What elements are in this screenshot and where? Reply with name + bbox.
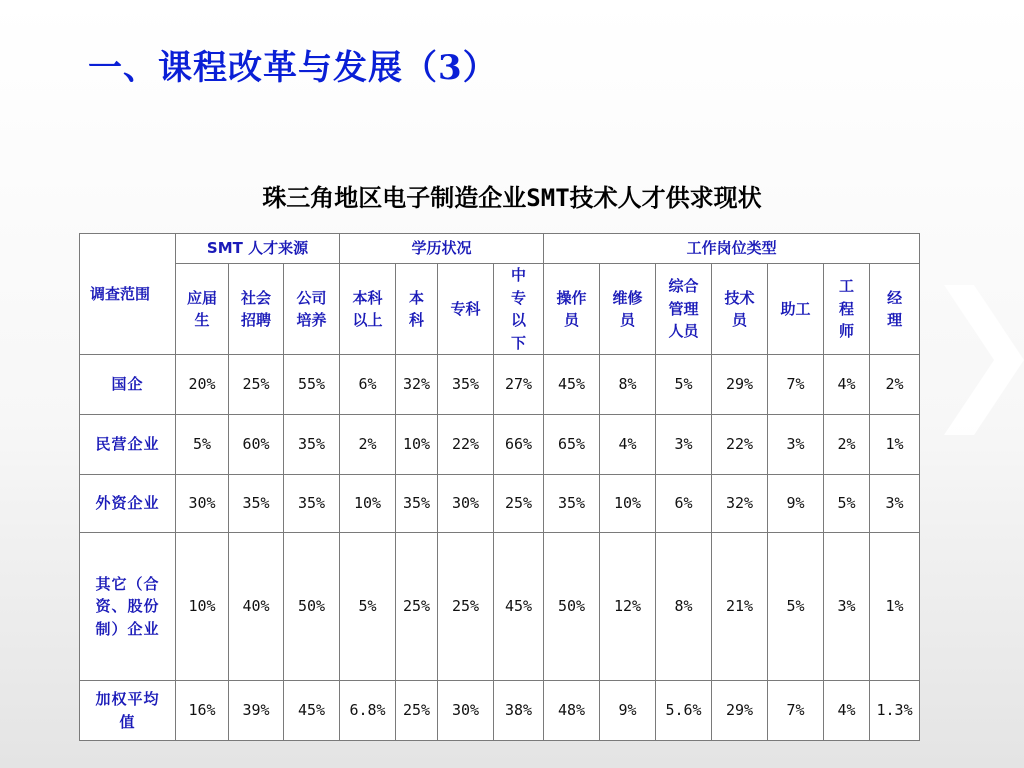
group-header-education: 学历状况	[340, 234, 544, 264]
row-label: 国企	[80, 355, 176, 415]
slide-title: 一、课程改革与发展（3）	[88, 48, 498, 88]
row-label: 加权平均值	[80, 681, 176, 741]
table-cell: 7%	[768, 355, 824, 415]
table-row	[80, 415, 920, 475]
decorative-chevron	[944, 285, 1024, 435]
table-row	[80, 475, 920, 533]
table-cell: 25%	[396, 533, 438, 681]
table-cell: 6.8%	[340, 681, 396, 741]
table-cell: 25%	[229, 355, 284, 415]
table-cell: 30%	[438, 475, 494, 533]
table-cell: 50%	[544, 533, 600, 681]
column-header: 本科	[396, 264, 438, 355]
column-header: 中专以下	[494, 264, 544, 355]
table-cell: 60%	[229, 415, 284, 475]
row-label: 外资企业	[80, 475, 176, 533]
table-cell: 21%	[712, 533, 768, 681]
table-cell: 5%	[176, 415, 229, 475]
table-cell: 45%	[544, 355, 600, 415]
table-cell: 6%	[656, 475, 712, 533]
table-cell: 1.3%	[870, 681, 920, 741]
table-cell: 4%	[824, 355, 870, 415]
table-cell: 3%	[768, 415, 824, 475]
table-cell: 32%	[396, 355, 438, 415]
column-header: 工程师	[824, 264, 870, 355]
table-cell: 55%	[284, 355, 340, 415]
table-cell: 2%	[824, 415, 870, 475]
table-cell: 45%	[284, 681, 340, 741]
table-cell: 12%	[600, 533, 656, 681]
table-cell: 22%	[438, 415, 494, 475]
smt-talent-table	[79, 233, 920, 741]
table-row	[80, 681, 920, 741]
table-cell: 27%	[494, 355, 544, 415]
column-header-scope: 调查范围	[80, 234, 176, 355]
column-header: 技术员	[712, 264, 768, 355]
table-cell: 10%	[396, 415, 438, 475]
table-cell: 48%	[544, 681, 600, 741]
table-cell: 8%	[656, 533, 712, 681]
table-cell: 5%	[340, 533, 396, 681]
table-cell: 29%	[712, 355, 768, 415]
column-header: 操作员	[544, 264, 600, 355]
table-cell: 29%	[712, 681, 768, 741]
table-cell: 35%	[544, 475, 600, 533]
table-cell: 25%	[396, 681, 438, 741]
table-cell: 40%	[229, 533, 284, 681]
row-label: 其它（合资、股份制）企业	[80, 533, 176, 681]
column-header: 公司培养	[284, 264, 340, 355]
table-cell: 1%	[870, 415, 920, 475]
group-header-source: SMT 人才来源	[176, 234, 340, 264]
table-cell: 30%	[438, 681, 494, 741]
table-cell: 5%	[656, 355, 712, 415]
table-cell: 35%	[229, 475, 284, 533]
column-header: 社会招聘	[229, 264, 284, 355]
row-label: 民营企业	[80, 415, 176, 475]
table-column-header-row	[80, 264, 920, 355]
column-header: 经理	[870, 264, 920, 355]
table-cell: 3%	[870, 475, 920, 533]
table-cell: 66%	[494, 415, 544, 475]
table-caption: 珠三角地区电子制造企业SMT技术人才供求现状	[262, 184, 762, 212]
table-cell: 20%	[176, 355, 229, 415]
table-cell: 39%	[229, 681, 284, 741]
column-header: 专科	[438, 264, 494, 355]
table-cell: 22%	[712, 415, 768, 475]
table-cell: 5%	[824, 475, 870, 533]
table-cell: 35%	[438, 355, 494, 415]
table-cell: 2%	[870, 355, 920, 415]
table-cell: 2%	[340, 415, 396, 475]
table-cell: 7%	[768, 681, 824, 741]
table-cell: 5.6%	[656, 681, 712, 741]
table-row	[80, 355, 920, 415]
table-cell: 10%	[176, 533, 229, 681]
table-cell: 4%	[600, 415, 656, 475]
table-cell: 6%	[340, 355, 396, 415]
table-cell: 8%	[600, 355, 656, 415]
table-cell: 5%	[768, 533, 824, 681]
table-cell: 38%	[494, 681, 544, 741]
column-header: 本科以上	[340, 264, 396, 355]
column-header: 助工	[768, 264, 824, 355]
table-cell: 9%	[768, 475, 824, 533]
table-group-header-row	[80, 234, 920, 264]
table-cell: 16%	[176, 681, 229, 741]
table-cell: 25%	[494, 475, 544, 533]
table-cell: 4%	[824, 681, 870, 741]
table-cell: 3%	[824, 533, 870, 681]
table-cell: 32%	[712, 475, 768, 533]
table-row	[80, 533, 920, 681]
table-cell: 9%	[600, 681, 656, 741]
group-header-job-type: 工作岗位类型	[544, 234, 920, 264]
table-cell: 1%	[870, 533, 920, 681]
table-cell: 10%	[340, 475, 396, 533]
table-cell: 45%	[494, 533, 544, 681]
table-cell: 35%	[284, 415, 340, 475]
table-cell: 35%	[284, 475, 340, 533]
table-cell: 3%	[656, 415, 712, 475]
table-cell: 30%	[176, 475, 229, 533]
table-cell: 65%	[544, 415, 600, 475]
table-cell: 10%	[600, 475, 656, 533]
column-header: 维修员	[600, 264, 656, 355]
data-table-container	[79, 233, 920, 741]
table-cell: 50%	[284, 533, 340, 681]
table-cell: 35%	[396, 475, 438, 533]
table-cell: 25%	[438, 533, 494, 681]
column-header: 综合管理人员	[656, 264, 712, 355]
column-header: 应届生	[176, 264, 229, 355]
